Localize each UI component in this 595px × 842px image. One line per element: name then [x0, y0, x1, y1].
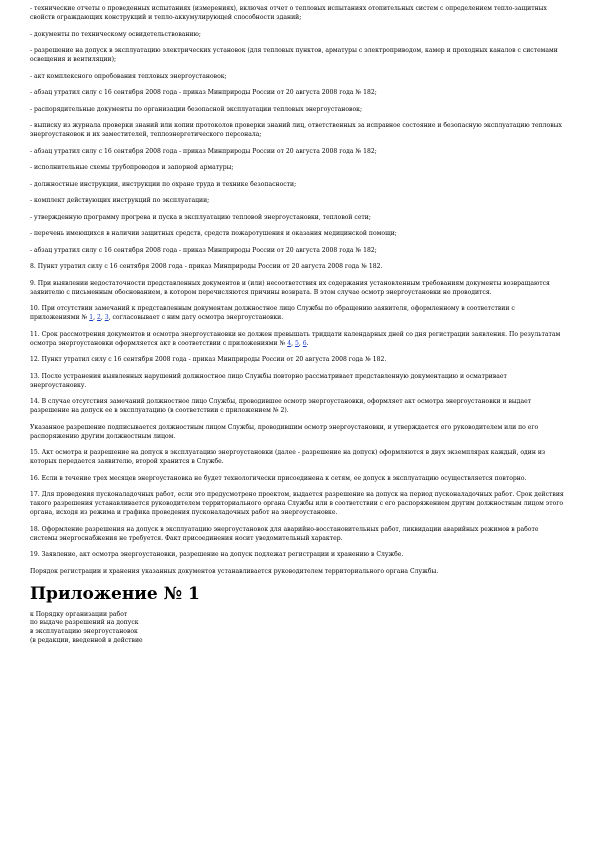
paragraph-text: - утвержденную программу прогрева и пуска в эксплуатацию тепловой энергоустановки, тепловой сети; — [30, 213, 371, 221]
appendix-link-6[interactable]: 6 — [302, 339, 307, 347]
paragraph-text: - исполнительные схемы трубопроводов и запорной арматуры; — [30, 164, 234, 171]
paragraph — [30, 105, 565, 114]
paragraph-text: 17. Для проведения пусконаладочных работ, если это предусмотрено проектом, выдается разрешение на допуск на период пусконаладочных работ. Срок действия такого разрешения устанавливается руководителем территориального органа Службы или в соответствии с его распоряжением другим должностным лицом этого органа, исходя из режима и графика проведения пусконаладочных работ на энергоустановке. — [30, 491, 564, 516]
paragraph-text: 19. Заявление, акт осмотра энергоустановки, разрешение на допуск подлежат регистрации и хранению в Службе. — [30, 551, 404, 558]
paragraph — [30, 246, 565, 255]
appendix-address-line: к Порядку организации работ — [30, 610, 128, 618]
appendix-address — [30, 611, 565, 646]
paragraph-text: - должностные инструкции, инструкции по охране труда и технике безопасности; — [30, 180, 297, 188]
paragraph-text: 10. При отсутствии замечаний к представленным документам должностное лицо Службы по обращению заявителя, оформленному в соответствии с приложениями № — [30, 305, 515, 321]
paragraph — [30, 355, 565, 364]
paragraph-text: - разрешение на допуск в эксплуатацию электрических установок (для тепловых пунктов, арматуры с электроприводом, камер и проходных каналов с системами освещения и вентиляции); — [30, 47, 558, 63]
paragraph-text: 18. Оформление разрешения на допуск в эксплуатацию энергоустановок для аварийно-восстановительных работ, ликвидации аварийных режимов в работе системы энергоснабжения не требуется. Факт присоединения носит уведомительный характер. — [30, 525, 539, 542]
paragraph-text: 16. Если в течение трех месяцев энергоустановка не будет технологически присоединена к сетям, ее допуск в эксплуатацию осуществляется повторно. — [30, 474, 527, 482]
link-separator: , — [93, 314, 97, 321]
paragraph-text: Указанное разрешение подписывается должностным лицом Службы, проводившим осмотр энергоустановки, и утверждается его руководителем или по его распоряжению другим должностным лицом. — [30, 423, 539, 440]
appendix-title: Приложение № 1 — [30, 583, 200, 604]
paragraph-text: - комплект действующих инструкций по эксплуатации; — [30, 197, 210, 204]
paragraph — [30, 567, 565, 576]
paragraph — [30, 180, 565, 189]
paragraph-text: - технические отчеты о проведенных испытаниях (измерениях), включая отчет о тепловых испытаниях отопительных систем с определением тепло-защитных свойств ограждающих конструкций и тепло-аккумулирующей способности зданий; — [30, 5, 547, 21]
paragraph-text: - перечень имеющихся в наличии защитных средств, средств пожаротушения и оказания медицинской помощи; — [30, 230, 397, 237]
paragraph — [30, 448, 565, 466]
paragraph-text: 8. Пункт утратил силу с 16 сентября 2008 года - приказ Минприроды России от 20 августа 2008 года № 182. — [30, 263, 383, 270]
paragraph-text: 15. Акт осмотра и разрешение на допуск в эксплуатацию энергоустановки (далее - разрешение на допуск) оформляются в двух экземплярах каждый, один из которых передается заявителю, второй хранится в Службе. — [30, 449, 546, 465]
paragraph — [30, 213, 565, 222]
paragraph — [30, 262, 565, 271]
document-body — [30, 4, 565, 576]
paragraph — [30, 474, 565, 483]
paragraph-text: - акт комплексного опробования тепловых энергоустановок; — [30, 72, 227, 80]
appendix-link-2[interactable]: 2 — [96, 314, 101, 321]
paragraph-tail: . — [306, 339, 309, 347]
paragraph — [30, 4, 565, 22]
paragraph-text: 13. После устранения выявленных нарушений должностное лицо Службы повторно рассматривает представленную документацию и осматривает энергоустановку. — [30, 372, 507, 389]
paragraph — [30, 423, 565, 441]
paragraph-text: Порядок регистрации и хранения указанных документов устанавливается руководителем территориального органа Службы. — [30, 567, 439, 575]
link-separator: , — [298, 339, 303, 347]
appendix-link-5[interactable]: 5 — [295, 339, 299, 347]
paragraph-tail: , согласовывает с ним дату осмотра энергоустановки. — [108, 314, 284, 321]
appendix-address-line: (в редакции, введенной в действие — [30, 636, 143, 644]
paragraph — [30, 196, 565, 205]
paragraph — [30, 397, 565, 415]
link-separator: , — [291, 339, 296, 347]
paragraph — [30, 304, 565, 322]
paragraph-text: 11. Срок рассмотрения документов и осмотра энергоустановки не должен превышать тридцати календарных дней со дня регистрации заявления. По результатам осмотра энергоустановки оформляется акт в соответствии с приложениями № — [30, 330, 561, 347]
paragraph — [30, 550, 565, 559]
paragraph — [30, 147, 565, 156]
link-separator: , — [100, 314, 105, 321]
paragraph — [30, 88, 565, 97]
paragraph-text: 9. При выявлении недостаточности представленных документов и (или) несоответствия их содержания установленным требованиям документы возвращаются заявителю с письменным обоснованием, в котором перечисляются причины возврата. В этом случае осмотр энергоустановки не проводится. — [30, 279, 550, 296]
paragraph — [30, 72, 565, 81]
paragraph-text: - абзац утратил силу с 16 сентября 2008 года - приказ Минприроды России от 20 августа 2008 года № 182; — [30, 147, 377, 155]
paragraph — [30, 279, 565, 297]
appendix-address-line: в эксплуатацию энергоустановок — [30, 627, 138, 635]
paragraph — [30, 525, 565, 543]
paragraph-text: - абзац утратил силу с 16 сентября 2008 года - приказ Минприроды России от 20 августа 2008 года № 182; — [30, 246, 377, 254]
appendix-address-line: по выдаче разрешений на допуск — [30, 619, 139, 627]
paragraph-text: - абзац утратил силу с 16 сентября 2008 года - приказ Минприроды России от 20 августа 2008 года № 182; — [30, 89, 377, 96]
paragraph — [30, 490, 565, 517]
paragraph — [30, 330, 565, 348]
paragraph-text: - распорядительные документы по организации безопасной эксплуатации тепловых энергоустановок; — [30, 105, 362, 113]
paragraph — [30, 229, 565, 238]
appendix-link-3[interactable]: 3 — [104, 314, 109, 321]
paragraph — [30, 30, 565, 39]
paragraph-text: 12. Пункт утратил силу с 16 сентября 2008 года - приказ Минприроды России от 20 августа 2008 года № 182. — [30, 356, 387, 363]
appendix-link-4[interactable]: 4 — [287, 339, 292, 347]
paragraph — [30, 372, 565, 390]
paragraph — [30, 163, 565, 172]
paragraph — [30, 46, 565, 64]
paragraph-text: - документы по техническому освидетельствованию; — [30, 30, 201, 38]
paragraph — [30, 121, 565, 139]
appendix-link-1[interactable]: 1 — [89, 314, 94, 321]
paragraph-text: 14. В случае отсутствия замечаний должностное лицо Службы, проводившее осмотр энергоустановки, оформляет акт осмотра энергоустановки и выдает разрешение на допуск ее в эксплуатацию (в соответствии с приложением № 2). — [30, 398, 532, 414]
paragraph-text: - выписку из журнала проверки знаний или копии протоколов проверки знаний лиц, ответственных за исправное состояние и безопасную эксплуатацию тепловых энергоустановок и их заместителей, теплоэнергетического персонала; — [30, 122, 562, 138]
